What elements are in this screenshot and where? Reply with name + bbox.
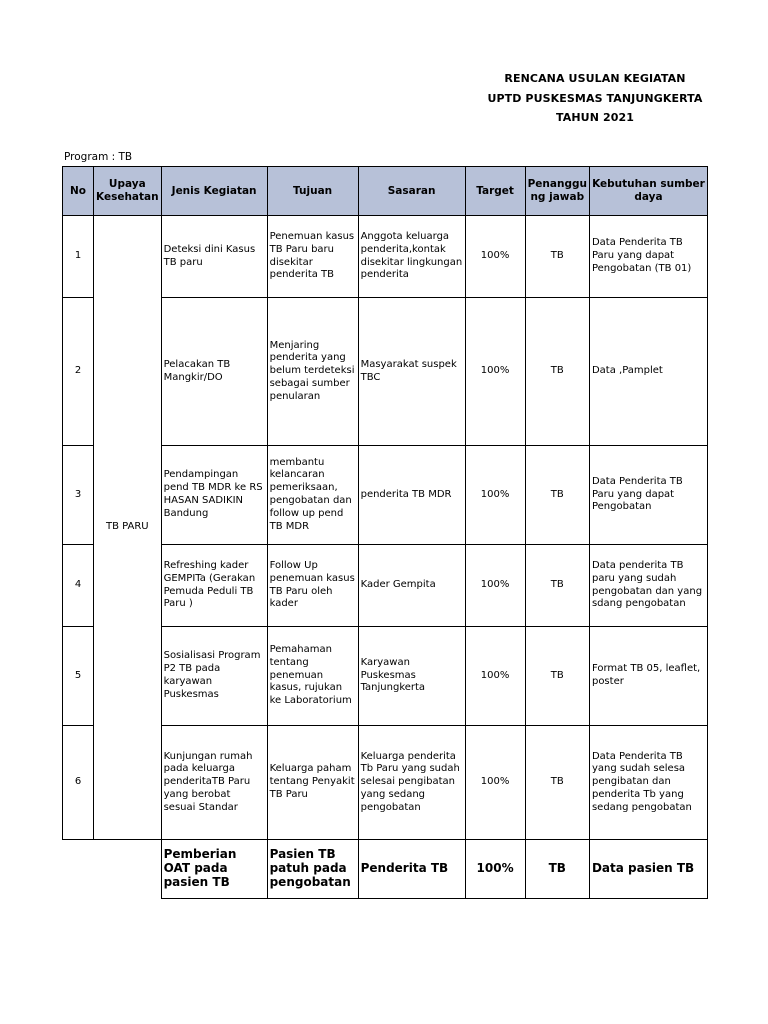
cell-no: 5 bbox=[63, 627, 94, 726]
cell-pj: TB bbox=[525, 298, 589, 446]
cell-jenis: Pemberian OAT pada pasien TB bbox=[161, 840, 267, 899]
cell-sasaran: Anggota keluarga penderita,kontak disekitar lingkungan penderita bbox=[358, 216, 465, 298]
cell-target: 100% bbox=[465, 216, 525, 298]
empty-cell bbox=[63, 840, 94, 899]
cell-tujuan: Keluarga paham tentang Penyakit TB Paru bbox=[267, 726, 358, 840]
activity-table bbox=[62, 166, 708, 899]
cell-tujuan: membantu kelancaran pemeriksaan, pengobatan dan follow up pend TB MDR bbox=[267, 446, 358, 545]
cell-sasaran: Keluarga penderita Tb Paru yang sudah selesai pengibatan yang sedang pengobatan bbox=[358, 726, 465, 840]
cell-upaya: TB PARU bbox=[94, 216, 162, 840]
header-sasaran: Sasaran bbox=[358, 167, 465, 216]
cell-jenis: Kunjungan rumah pada keluarga penderitaTB Paru yang berobat sesuai Standar bbox=[161, 726, 267, 840]
header-jenis: Jenis Kegiatan bbox=[161, 167, 267, 216]
cell-no: 1 bbox=[63, 216, 94, 298]
cell-pj: TB bbox=[525, 627, 589, 726]
cell-kebutuhan: Format TB 05, leaflet, poster bbox=[589, 627, 707, 726]
header-upaya: Upaya Kesehatan bbox=[94, 167, 162, 216]
cell-target: 100% bbox=[465, 840, 525, 899]
cell-kebutuhan: Data Penderita TB Paru yang dapat Pengobatan (TB 01) bbox=[589, 216, 707, 298]
cell-tujuan: Pemahaman tentang penemuan kasus, rujukan ke Laboratorium bbox=[267, 627, 358, 726]
cell-jenis: Pelacakan TB Mangkir/DO bbox=[161, 298, 267, 446]
cell-kebutuhan: Data penderita TB paru yang sudah pengobatan dan yang sdang pengobatan bbox=[589, 545, 707, 627]
cell-no: 2 bbox=[63, 298, 94, 446]
cell-tujuan: Menjaring penderita yang belum terdeteksi sebagai sumber penularan bbox=[267, 298, 358, 446]
cell-target: 100% bbox=[465, 446, 525, 545]
cell-tujuan: Penemuan kasus TB Paru baru disekitar penderita TB bbox=[267, 216, 358, 298]
cell-sasaran: Penderita TB bbox=[358, 840, 465, 899]
cell-tujuan: Follow Up penemuan kasus TB Paru oleh kader bbox=[267, 545, 358, 627]
cell-target: 100% bbox=[465, 627, 525, 726]
cell-jenis: Deteksi dini Kasus TB paru bbox=[161, 216, 267, 298]
cell-pj: TB bbox=[525, 726, 589, 840]
cell-no: 6 bbox=[63, 726, 94, 840]
header-target: Target bbox=[465, 167, 525, 216]
cell-pj: TB bbox=[525, 446, 589, 545]
document-year: TAHUN 2021 bbox=[556, 111, 634, 124]
cell-target: 100% bbox=[465, 726, 525, 840]
cell-pj: TB bbox=[525, 216, 589, 298]
cell-target: 100% bbox=[465, 298, 525, 446]
cell-jenis: Pendampingan pend TB MDR ke RS HASAN SADIKIN Bandung bbox=[161, 446, 267, 545]
header-penanggung-jawab: Penanggu ng jawab bbox=[525, 167, 589, 216]
cell-no: 3 bbox=[63, 446, 94, 545]
table-header-row bbox=[63, 167, 708, 216]
cell-tujuan: Pasien TB patuh pada pengobatan bbox=[267, 840, 358, 899]
document-subtitle: UPTD PUSKESMAS TANJUNGKERTA bbox=[487, 92, 703, 105]
document-title: RENCANA USULAN KEGIATAN bbox=[504, 72, 686, 85]
cell-kebutuhan: Data pasien TB bbox=[589, 840, 707, 899]
program-label: Program : TB bbox=[64, 151, 133, 163]
cell-no: 4 bbox=[63, 545, 94, 627]
cell-sasaran: Kader Gempita bbox=[358, 545, 465, 627]
cell-kebutuhan: Data Penderita TB Paru yang dapat Pengobatan bbox=[589, 446, 707, 545]
cell-kebutuhan: Data ,Pamplet bbox=[589, 298, 707, 446]
table-row bbox=[63, 216, 708, 298]
cell-pj: TB bbox=[525, 840, 589, 899]
cell-sasaran: penderita TB MDR bbox=[358, 446, 465, 545]
cell-target: 100% bbox=[465, 545, 525, 627]
cell-jenis: Sosialisasi Program P2 TB pada karyawan Puskesmas bbox=[161, 627, 267, 726]
table-row-last bbox=[63, 840, 708, 899]
cell-sasaran: Masyarakat suspek TBC bbox=[358, 298, 465, 446]
header-no: No bbox=[63, 167, 94, 216]
empty-cell bbox=[94, 840, 162, 899]
header-kebutuhan: Kebutuhan sumber daya bbox=[589, 167, 707, 216]
cell-kebutuhan: Data Penderita TB yang sudah selesa pengibatan dan penderita Tb yang sedang pengobatan bbox=[589, 726, 707, 840]
cell-jenis: Refreshing kader GEMPITa (Gerakan Pemuda Peduli TB Paru ) bbox=[161, 545, 267, 627]
header-tujuan: Tujuan bbox=[267, 167, 358, 216]
cell-sasaran: Karyawan Puskesmas Tanjungkerta bbox=[358, 627, 465, 726]
cell-pj: TB bbox=[525, 545, 589, 627]
